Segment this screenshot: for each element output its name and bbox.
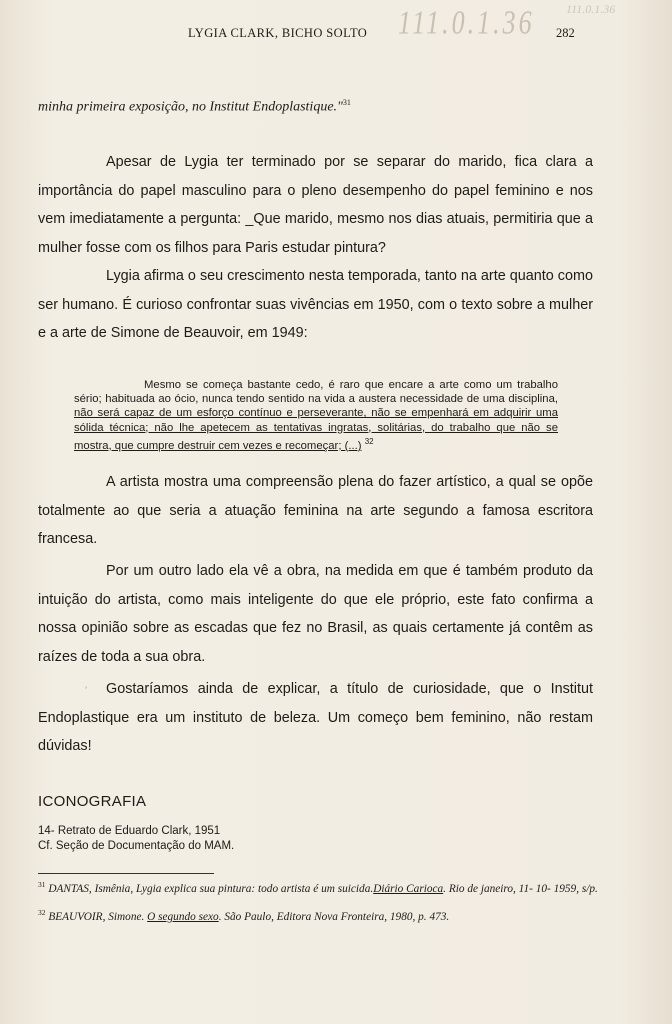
paragraph-5: Gostaríamos ainda de explicar, a título de curiosidade, que o Institut Endoplastique era um instituto de beleza. Um começo bem feminino, não restam dúvidas! [38,681,593,755]
lead-text: minha primeira exposição, no Institut Endoplastique." [38,99,343,115]
block-quote [74,378,558,453]
footnote-32-title: O segundo sexo [147,910,219,923]
footnote-32: $^{32}$ BEAUVOIR, Simone. O segundo sexo. São Paulo, Editora Nova Fronteira, 1980, p. 473. [38,908,450,923]
footnote-31: $^{31}$ DANTAS, Ismênia, Lygia explica sua pintura: todo artista é um suicida.Diário Carioca. Rio de janeiro, 11- 10- 1959, s/p. [38,880,598,895]
footnote-ref-32: 32 [364,436,374,446]
paragraph-2: Lygia afirma o seu crescimento nesta temporada, tanto na arte quanto como ser humano. É curioso confrontar suas vivências em 1950, com o texto sobre a mulher e a arte de Simone de Beauvoir, em 1949: [38,268,593,342]
iconography-line-1: 14- Retrato de Eduardo Clark, 1951 [38,825,221,837]
pencil-mark: ˒ [84,678,88,692]
iconography-entry [38,824,234,853]
running-head: LYGIA CLARK, BICHO SOLTO [188,26,368,40]
paragraph-3: A artista mostra uma compreensão plena do fazer artístico, a qual se opõe totalmente ao que seria a atuação feminina na arte segundo a famosa escritora francesa. [38,474,593,548]
page-header [0,26,672,44]
page-number: 282 [556,26,575,40]
quote-underlined: não será capaz de um esforço contínuo e perseverante, não se empenhará em adquirir uma sólida técnica; não lhe apetecem as tentativas ingratas, solitárias, do trabalho que não se mostra, que cumpre destruir cem vezes e recomeçar; (...) [74,407,558,452]
footnote-divider [38,873,214,874]
paragraph-1: Apesar de Lygia ter terminado por se separar do marido, fica clara a importância do papel masculino para o pleno desempenho do papel feminino e nos vem imediatamente a pergunta: _Que marido, mesmo nos dias atuais, permitiria que a mulher fosse com os filhos para Paris estudar pintura? [38,154,593,256]
quote-continuation [38,98,351,116]
quote-plain: Mesmo se começa bastante cedo, é raro que encare a arte como um trabalho sério; habituada ao ócio, nunca tendo sentido na vida a austera necessidade de uma disciplina, [74,379,558,406]
iconography-line-2: Cf. Seção de Documentação do MAM. [38,839,235,852]
archive-stamp-small: 111.0.1.36 [566,2,616,16]
section-heading: ICONOGRAFIA [38,793,147,810]
paragraph-4: Por um outro lado ela vê a obra, na medida em que é também produto da intuição do artista, como mais inteligente do que ele próprio, este fato confirma a nossa opinião sobre as escadas que fez no Brasil, as quais certamente já contêm as raízes de toda a sua obra. [38,563,593,665]
archive-stamp-large: 111.0.1.36 [398,3,535,42]
footnote-ref-31: 31 [342,98,351,107]
footnote-31-title: Diário Carioca [373,882,444,895]
